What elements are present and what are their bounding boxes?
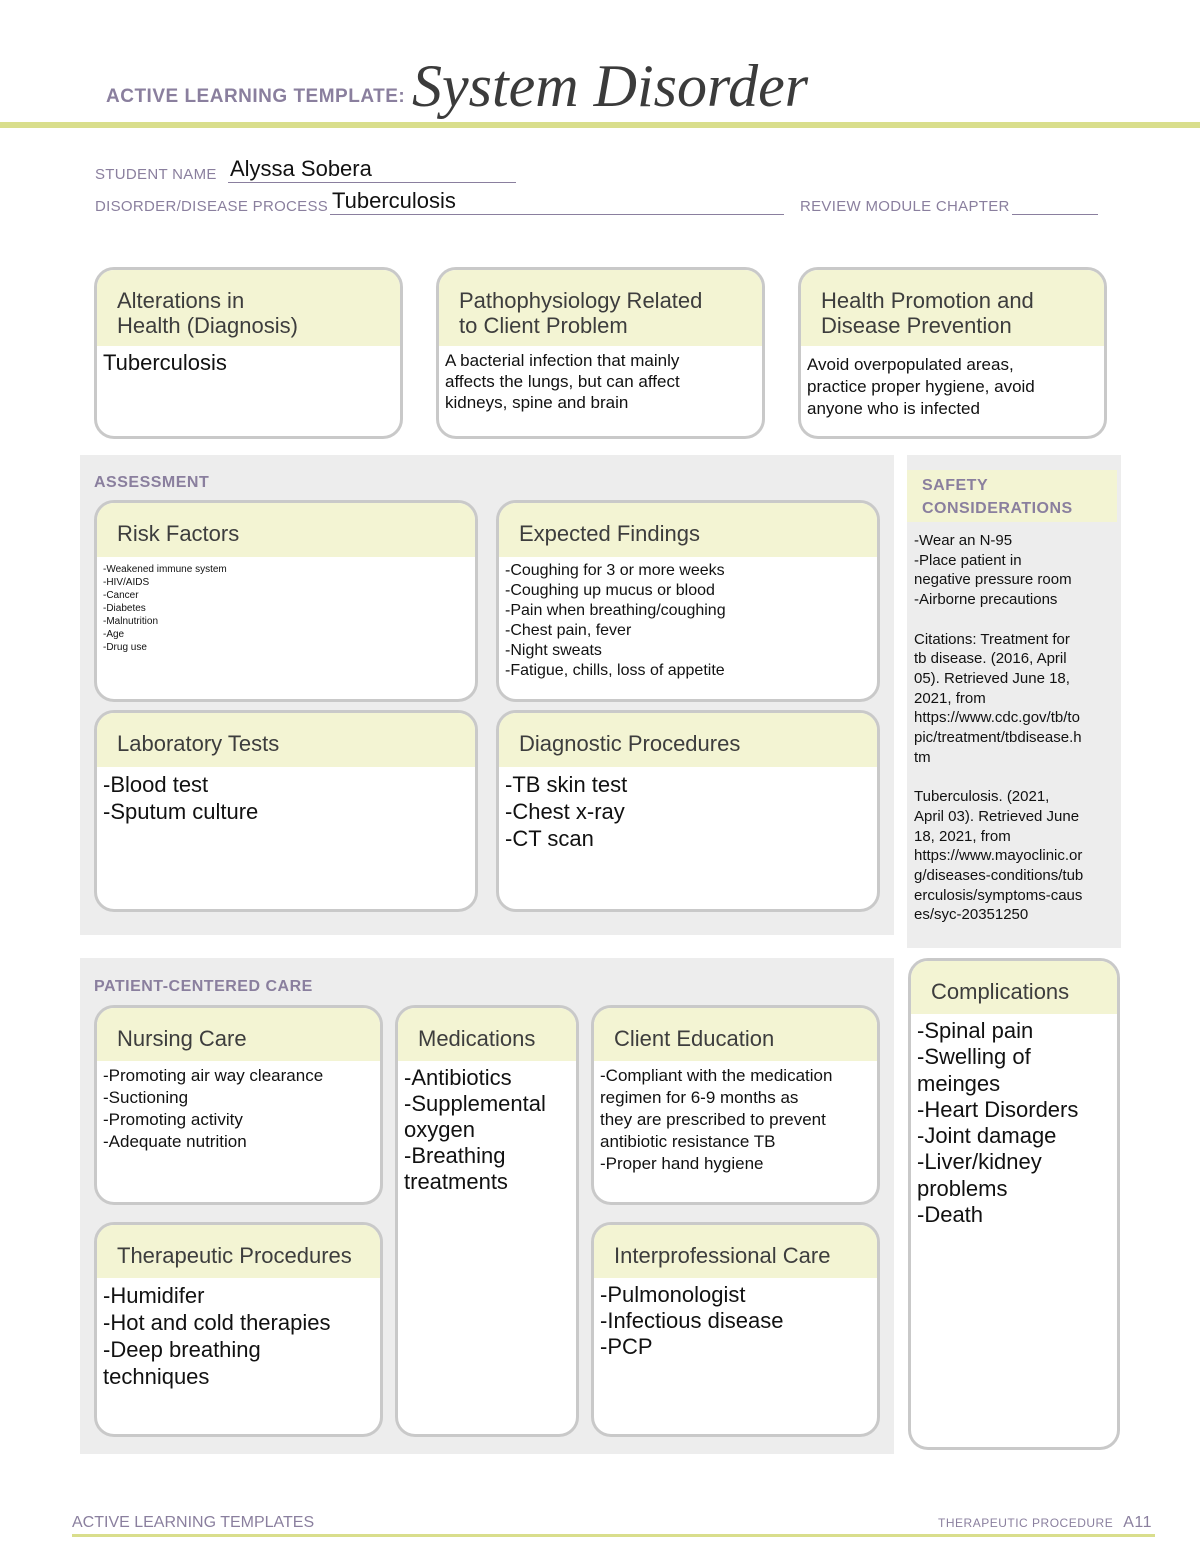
safety-label: SAFETY CONSIDERATIONS [922, 477, 1073, 517]
client-education-box [591, 1005, 880, 1205]
footer-section-label: THERAPEUTIC PROCEDURE [938, 1516, 1114, 1530]
safety-body: -Wear an N-95 -Place patient in negative pressure room -Airborne precautions Citations: Treatment for tb disease. (2016, April 05). Retrieved June 18, 2021, from https://www.cdc.gov/tb/to pic/treatment/tbdisease.h tm Tuberculosis. (2021, April 03). Retrieved June 18, 2021, from https://www.mayoclinic.or g/diseases-conditions/tub erculosis/symptoms-caus es/syc-20351250 [914, 532, 1084, 924]
patient-care-label: PATIENT-CENTERED CARE [94, 978, 313, 995]
health-promotion-box [798, 267, 1107, 439]
student-name-value: Alyssa Sobera [230, 156, 372, 181]
pathophysiology-body: A bacterial infection that mainly affects the lungs, but can affect kidneys, spine and brain [445, 351, 680, 412]
header-divider [0, 122, 1200, 128]
diagnostic-procedures-box [496, 710, 880, 912]
interprofessional-care-title: Interprofessional Care [594, 1225, 877, 1278]
footer-left-label: ACTIVE LEARNING TEMPLATES [72, 1514, 315, 1531]
disorder-label: DISORDER/DISEASE PROCESS [95, 198, 329, 215]
medications-box [395, 1005, 579, 1437]
page-title: System Disorder [412, 53, 809, 119]
therapeutic-procedures-box [94, 1222, 383, 1437]
nursing-care-title: Nursing Care [97, 1008, 380, 1061]
review-module-field[interactable] [1012, 196, 1098, 215]
laboratory-tests-title: Laboratory Tests [97, 713, 475, 767]
pathophysiology-title: Pathophysiology Related to Client Problem [439, 270, 762, 346]
complications-box [908, 958, 1120, 1450]
footer-divider [72, 1534, 1155, 1537]
interprofessional-care-body: -Pulmonologist -Infectious disease -PCP [600, 1282, 784, 1359]
disorder-field[interactable] [330, 188, 784, 215]
nursing-care-body: -Promoting air way clearance -Suctioning -Promoting activity -Adequate nutrition [103, 1066, 324, 1151]
laboratory-tests-box [94, 710, 478, 912]
therapeutic-procedures-body: -Humidifer -Hot and cold therapies -Deep breathing techniques [103, 1283, 331, 1389]
assessment-label: ASSESSMENT [94, 474, 210, 491]
therapeutic-procedures-title: Therapeutic Procedures [97, 1225, 380, 1278]
health-promotion-body: Avoid overpopulated areas, practice proper hygiene, avoid anyone who is infected [807, 355, 1035, 418]
risk-factors-box [94, 500, 478, 702]
nursing-care-box [94, 1005, 383, 1205]
client-education-body: -Compliant with the medication regimen for 6-9 months as they are prescribed to prevent antibiotic resistance TB -Proper hand hygiene [600, 1066, 833, 1173]
alterations-body: Tuberculosis [103, 350, 227, 375]
footer-right [938, 1514, 1152, 1532]
medications-title: Medications [398, 1008, 576, 1061]
expected-findings-body: -Coughing for 3 or more weeks -Coughing up mucus or blood -Pain when breathing/coughing -Chest pain, fever -Night sweats -Fatigue, chills, loss of appetite [505, 562, 726, 679]
alterations-box [94, 267, 403, 439]
expected-findings-box [496, 500, 880, 702]
review-module-label: REVIEW MODULE CHAPTER [800, 198, 1010, 215]
risk-factors-body: -Weakened immune system -HIV/AIDS -Cancer -Diabetes -Malnutrition -Age -Drug use [103, 564, 227, 653]
medications-body: -Antibiotics -Supplemental oxygen -Breathing treatments [404, 1065, 546, 1194]
risk-factors-title: Risk Factors [97, 503, 475, 557]
complications-body: -Spinal pain -Swelling of meinges -Heart Disorders -Joint damage -Liver/kidney problems -Death [917, 1018, 1079, 1228]
template-label: ACTIVE LEARNING TEMPLATE: [106, 86, 406, 107]
laboratory-tests-body: -Blood test -Sputum culture [103, 772, 259, 824]
interprofessional-care-box [591, 1222, 880, 1437]
client-education-title: Client Education [594, 1008, 877, 1061]
health-promotion-title: Health Promotion and Disease Prevention [801, 270, 1104, 346]
disorder-value: Tuberculosis [332, 188, 456, 213]
student-name-label: STUDENT NAME [95, 166, 217, 183]
footer-page-number: A11 [1123, 1514, 1152, 1531]
diagnostic-procedures-title: Diagnostic Procedures [499, 713, 877, 767]
student-name-field[interactable] [228, 156, 516, 183]
pathophysiology-box [436, 267, 765, 439]
expected-findings-title: Expected Findings [499, 503, 877, 557]
alterations-title: Alterations in Health (Diagnosis) [97, 270, 400, 346]
complications-title: Complications [911, 961, 1117, 1014]
diagnostic-procedures-body: -TB skin test -Chest x-ray -CT scan [505, 772, 628, 851]
